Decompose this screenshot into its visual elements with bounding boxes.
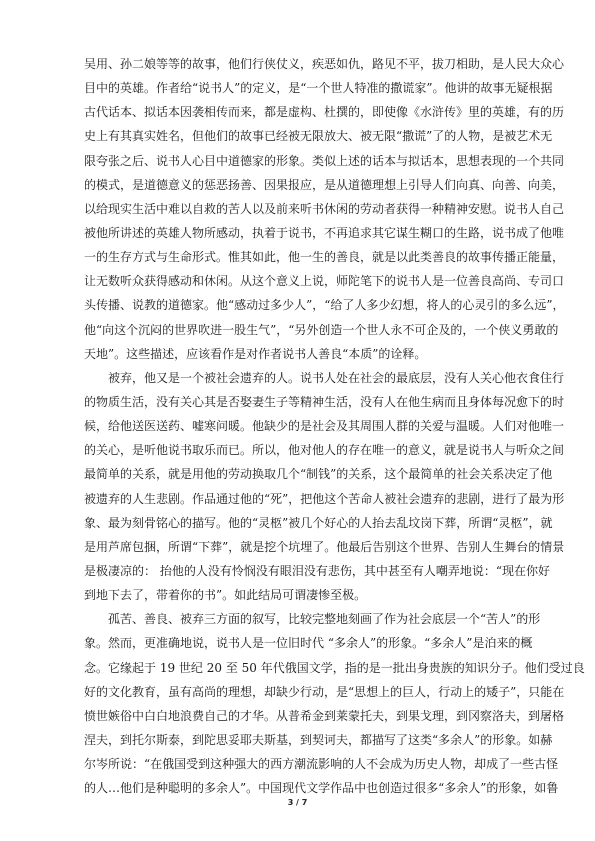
text-line: 涅夫，到托尔斯泰，到陀思妥耶夫斯基，到契诃夫，都描写了这类“多余人”的形象。如赫 bbox=[84, 732, 553, 747]
text-line: 是极凄凉的： 抬他的人没有怜悯没有眼泪没有悲伤，其中甚至有人嘲弄地说：“现在你好 bbox=[84, 563, 550, 578]
text-line: 一的生存方式与生命形式。惟其如此，他一生的善良，就是以此类善良的故事传播正能量， bbox=[84, 250, 565, 265]
text-line: 尔岑所说：“在俄国受到这种强大的西方潮流影响的人不会成为历史人物，却成了一些古怪 bbox=[84, 757, 559, 772]
text-line: 象、最为刻骨铭心的描写。他的“灵柩”被几个好心的人抬去乱坟岗下葬，所谓“灵柩”，就 bbox=[84, 515, 553, 530]
text-line: 象。然而，更准确地说，说书人是一位旧时代 “多余人”的形象。“多余人”是泊来的概 bbox=[84, 636, 533, 651]
text-line: 史上有其真实姓名，但他们的故事已经被无限放大、被无限“撒谎”了的人物，是被艺术无 bbox=[84, 129, 553, 144]
text-line: 古代话本、拟话本因袭相传而来，都是虚构、杜撰的，即使像《水浒传》里的英雄，有的历 bbox=[84, 105, 565, 120]
page-number: 3 / 7 bbox=[287, 798, 308, 807]
text-line: 让无数听众获得感动和休闲。从这个意义上说，师陀笔下的说书人是一位善良高尚、专司口 bbox=[84, 274, 565, 289]
text-line: 最简单的关系，就是用他的劳动换取几个“制钱”的关系，这个最简单的社会关系决定了他 bbox=[84, 467, 553, 482]
text-line: 被弃，他又是一个被社会遗弃的人。说书人处在社会的最底层，没有人关心他衣食住行 bbox=[108, 370, 565, 385]
text-line: 到地下去了，带着你的书”。如此结局可谓凄惨至极。 bbox=[84, 588, 367, 603]
text-line: 头传播、说教的道德家。他“感动过多少人”，“给了人多少幻想，将人的心灵引的多么远”， bbox=[84, 298, 565, 313]
text-line: 是用芦席包捆，所谓“下葬”，就是挖个坑埋了。他最后告别这个世界、告别人生舞台的情景 bbox=[84, 539, 565, 554]
text-line: 的关心，是听他说书取乐而已。所以，他对他人的存在唯一的意义，就是说书人与听众之间 bbox=[84, 443, 565, 458]
text-line: 好的文化教育，虽有高尚的理想，却缺少行动，是“思想上的巨人，行动上的矮子”，只能在 bbox=[84, 684, 565, 699]
text-line: 目中的英雄。作者给“说书人”的定义，是“一个世人特准的撒谎家”。他讲的故事无疑根据 bbox=[84, 81, 553, 96]
text-line: 的人…他们是种聪明的多余人”。中国现代文学作品中也创造过很多“多余人”的形象，如鲁 bbox=[84, 781, 559, 796]
text-line: 以给现实生活中难以自救的苦人以及前来听书休闲的劳动者获得一种精神安慰。说书人自己 bbox=[84, 201, 565, 216]
text-line: 天地”。这些描述，应该看作是对作者说书人善良“本质”的诠释。 bbox=[84, 346, 427, 361]
text-line: 吴用、孙二娘等等的故事，他们行侠仗义，疾恶如仇，路见不平，拔刀相助，是人民大众心 bbox=[84, 57, 565, 71]
text-line: 候，给他送医送药、嘘寒问暖。他缺少的是社会及其周围人群的关爱与温暖。人们对他唯一 bbox=[84, 419, 565, 434]
body-text bbox=[84, 52, 585, 800]
text-line: 被遗弃的人生悲剧。作品通过他的“死”，把他这个苦命人被社会遗弃的悲剧，进行了最为形 bbox=[84, 491, 565, 506]
text-line: 的物质生活，没有关心其是否娶妻生子等精神生活，没有人在他生病而且身体每况愈下的时 bbox=[84, 394, 565, 409]
text-line: 愤世嫉俗中白白地浪费自己的才华。从普希金到莱蒙托夫，到果戈理，到冈察洛夫，到屠格 bbox=[84, 708, 565, 723]
text-line: 他“向这个沉闷的世界吹进一股生气”，“另外创造一个世人永不可企及的，一个侠义勇敢的 bbox=[84, 322, 559, 337]
text-line: 被他所讲述的英雄人物所感动，执着于说书，不再追求其它谋生糊口的生路，说书成了他唯 bbox=[84, 225, 565, 240]
text-line: 限夸张之后、说书人心目中道德家的形象。类似上述的话本与拟话本，思想表现的一个共同 bbox=[84, 153, 565, 168]
text-line: 的模式，是道德意义的惩恶扬善、因果报应，是从道德理想上引导人们向真、向善、向美， bbox=[84, 177, 565, 192]
text-line: 念。它缘起于 19 世纪 20 至 50 年代俄国文学，指的是一批出身贵族的知识分子。他们受过良 bbox=[84, 660, 585, 675]
text-line: 孤苦、善良、被弃三方面的叙写，比较完整地刻画了作为社会底层一个“苦人”的形 bbox=[108, 612, 541, 627]
